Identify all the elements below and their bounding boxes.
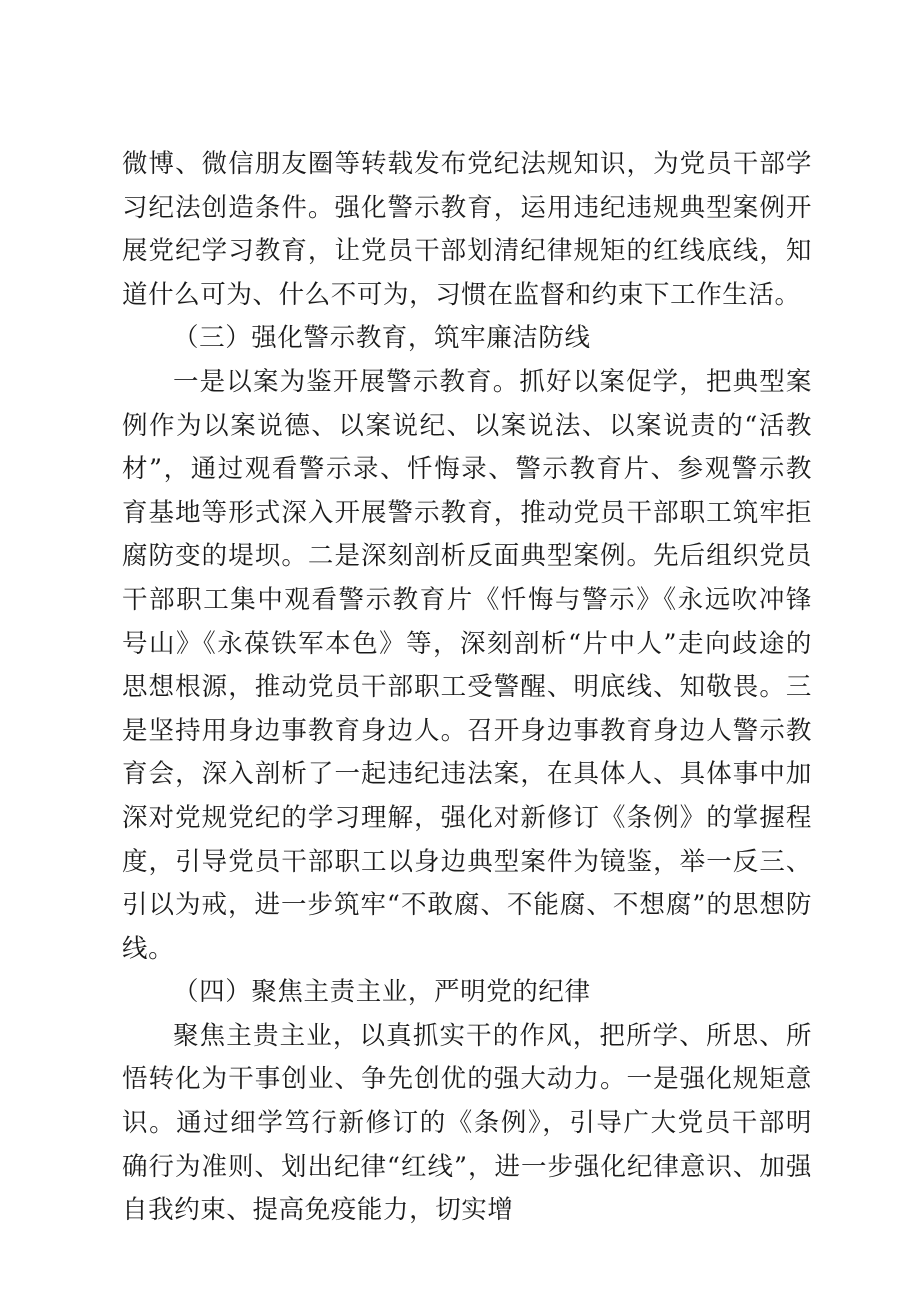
document-page bbox=[122, 143, 812, 1233]
paragraph-warning-education: 一是以案为鉴开展警示教育。抓好以案促学，把典型案例作为以案说德、以案说纪、以案说法、以案说责的“活教材”，通过观看警示录、忏悔录、警示教育片、参观警示教育基地等形式深入开展警示教育，推动党员干部职工筑牢拒腐防变的堤坝。二是深刻剖析反面典型案例。先后组织党员干部职工集中观看警示教育片《忏悔与警示》《永远吹冲锋号山》《永葆铁军本色》等，深刻剖析“片中人”走向歧途的思想根源，推动党员干部职工受警醒、明底线、知敬畏。三是坚持用身边事教育身边人。召开身边事教育身边人警示教育会，深入剖析了一起违纪违法案，在具体人、具体事中加深对党规党纪的学习理解，强化对新修订《条例》的掌握程度，引导党员干部职工以身边典型案件为镜鉴，举一反三、引以为戒，进一步筑牢“不敢腐、不能腐、不想腐”的思想防线。 bbox=[122, 366, 812, 964]
paragraph-main-responsibility: 聚焦主贵主业，以真抓实干的作风，把所学、所思、所悟转化为干事创业、争先创优的强大动力。一是强化规矩意识。通过细学笃行新修订的《条例》，引导广大党员干部明确行为准则、划出纪律“红线”，进一步强化纪律意识、加强自我约束、提高免疫能力，切实增 bbox=[122, 1020, 812, 1226]
section-heading-four: （四）聚焦主责主业，严明党的纪律 bbox=[173, 977, 591, 1008]
section-heading-three: （三）强化警示教育，筑牢廉洁防线 bbox=[173, 323, 591, 354]
paragraph-continued: 微博、微信朋友圈等转载发布党纪法规知识，为党员干部学习纪法创造条件。强化警示教育，运用违纪违规典型案例开展党纪学习教育，让党员干部划清纪律规矩的红线底线，知道什么可为、什么不可为，习惯在监督和约束下工作生活。 bbox=[122, 149, 812, 310]
